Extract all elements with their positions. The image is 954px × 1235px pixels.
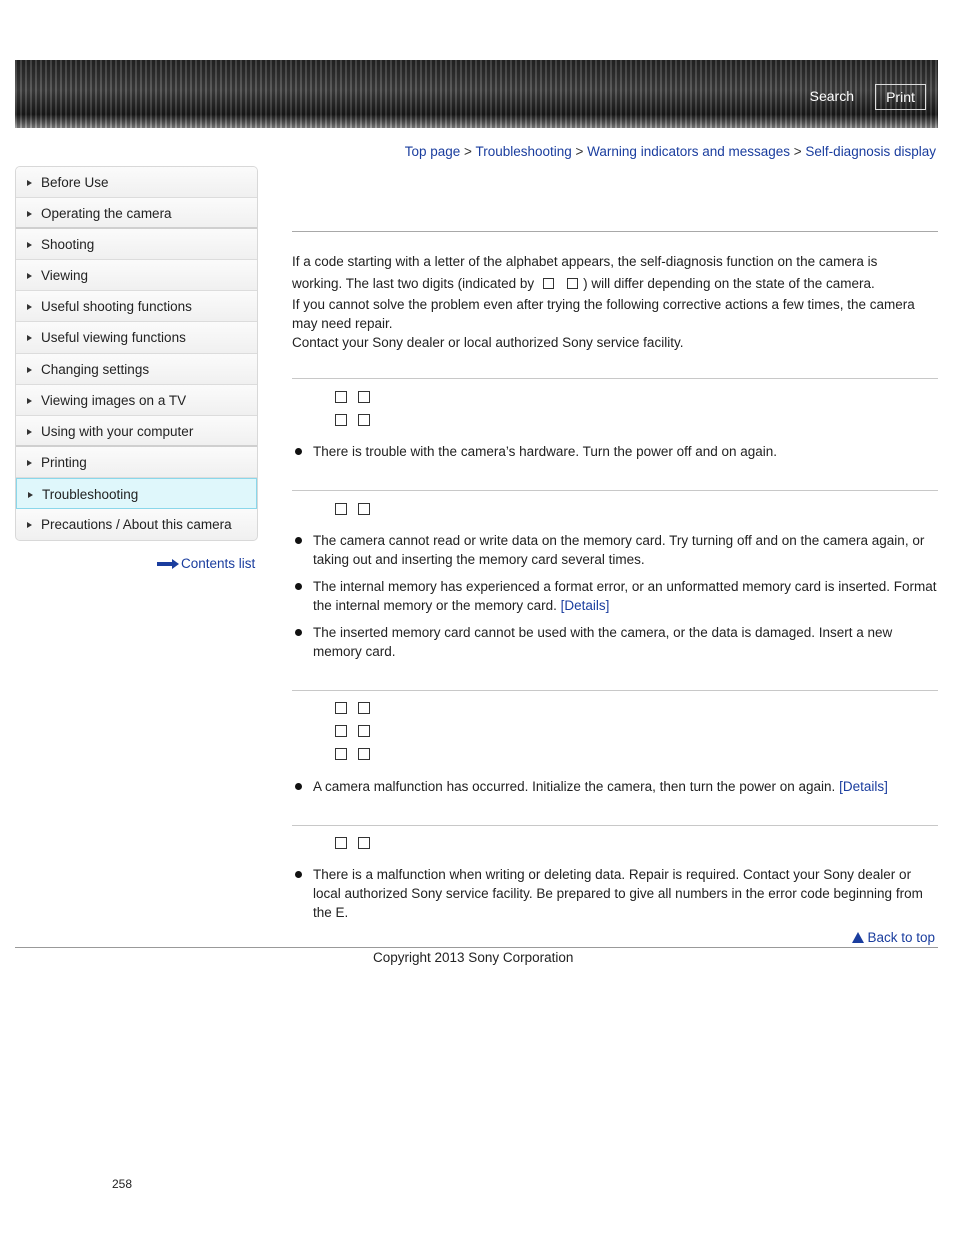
intro-line-1: If a code starting with a letter of the alphabet appears, the self-diagnosis function on the camera is	[292, 254, 878, 269]
sidebar-item-using-computer[interactable]	[16, 416, 257, 447]
triangle-right-icon	[27, 242, 32, 248]
list-item: The camera cannot read or write data on the memory card. Try turning off and on the camera again, or taking out and inserting the memory card several times.	[292, 531, 938, 569]
sidebar-item-useful-shooting[interactable]	[16, 291, 257, 322]
contents-list-link[interactable]	[157, 556, 255, 571]
intro-line-4: Contact your Sony dealer or local authorized Sony service facility.	[292, 335, 684, 350]
sidebar-item-viewing[interactable]	[16, 260, 257, 291]
intro-line-2-pre: working. The last two digits (indicated by	[292, 276, 535, 291]
sidebar-item-label: Using with your computer	[41, 423, 194, 439]
intro-line-3: If you cannot solve the problem even after trying the following corrective actions a few times, the camera may need repair.	[292, 297, 915, 331]
back-to-top-link[interactable]	[852, 930, 935, 945]
error-code-row	[335, 385, 370, 408]
title-divider	[292, 231, 938, 232]
search-link[interactable]: Search	[809, 88, 854, 104]
placeholder-square-icon	[335, 702, 347, 714]
section-4-bullets	[292, 865, 938, 930]
sidebar-item-label: Changing settings	[41, 361, 150, 377]
placeholder-square-icon	[543, 278, 554, 289]
section-3-bullets	[292, 777, 938, 804]
sidebar-item-shooting[interactable]	[16, 229, 257, 260]
intro-line-2-post: ) will differ depending on the state of the camera.	[583, 276, 875, 291]
error-code-row	[335, 742, 370, 765]
triangle-right-icon	[27, 398, 32, 404]
copyright-text: Copyright 2013 Sony Corporation	[373, 950, 574, 965]
sidebar-item-precautions[interactable]	[16, 509, 257, 540]
section-divider	[292, 690, 938, 691]
section-2-bullets	[292, 531, 938, 669]
sidebar-item-label: Before Use	[41, 175, 109, 190]
triangle-right-icon	[27, 367, 32, 373]
footer-divider	[15, 947, 938, 948]
placeholder-square-icon	[358, 748, 370, 760]
back-to-top-label: Back to top	[867, 930, 935, 945]
details-link[interactable]: [Details]	[560, 598, 610, 613]
placeholder-square-icon	[335, 414, 347, 426]
breadcrumb-troubleshooting[interactable]: Troubleshooting	[475, 144, 572, 159]
error-code-row	[335, 719, 370, 742]
header-bar	[15, 60, 938, 128]
breadcrumb-separator: >	[571, 144, 588, 159]
sidebar-item-label: Viewing images on a TV	[41, 392, 187, 408]
placeholder-square-icon	[335, 503, 347, 515]
placeholder-square-icon	[358, 702, 370, 714]
placeholder-square-icon	[358, 503, 370, 515]
placeholder-square-icon	[358, 725, 370, 737]
arrow-right-icon	[157, 559, 179, 569]
placeholder-square-icon	[335, 391, 347, 403]
list-item: The internal memory has experienced a format error, or an unformatted memory card is inserted. Format the internal memory or the memory card. [Details]	[292, 577, 938, 615]
triangle-right-icon	[28, 492, 33, 498]
sidebar-item-label: Useful viewing functions	[41, 330, 186, 346]
placeholder-square-icon	[335, 837, 347, 849]
sidebar-item-printing[interactable]	[16, 447, 257, 478]
error-code-block	[335, 497, 370, 520]
breadcrumb-top-page[interactable]: Top page	[404, 144, 461, 159]
section-divider	[292, 825, 938, 826]
sidebar-item-operating-camera[interactable]	[16, 198, 257, 229]
breadcrumb-self-diagnosis[interactable]: Self-diagnosis display	[805, 144, 936, 159]
triangle-right-icon	[27, 273, 32, 279]
error-code-block	[335, 696, 370, 765]
print-button[interactable]: Print	[875, 84, 926, 110]
list-item: There is a malfunction when writing or deleting data. Repair is required. Contact your Sony dealer or local authorized Sony service facility. Be prepared to give all numbers in the error code beginning from the E.	[292, 865, 938, 922]
placeholder-square-icon	[358, 414, 370, 426]
breadcrumb-separator: >	[790, 144, 806, 159]
list-item: There is trouble with the camera’s hardware. Turn the power off and on again.	[292, 442, 938, 461]
sidebar-item-label: Operating the camera	[41, 206, 172, 222]
error-code-row	[335, 696, 370, 719]
triangle-right-icon	[27, 522, 32, 528]
intro-text	[292, 252, 938, 352]
triangle-right-icon	[27, 460, 32, 466]
sidebar-item-viewing-tv[interactable]	[16, 385, 257, 416]
sidebar-item-label: Viewing	[41, 268, 89, 284]
breadcrumb-separator: >	[460, 144, 476, 159]
error-code-row	[335, 497, 370, 520]
list-item: A camera malfunction has occurred. Initialize the camera, then turn the power on again. [Details]	[292, 777, 938, 796]
error-code-row	[335, 831, 370, 854]
triangle-right-icon	[27, 429, 32, 435]
breadcrumb	[405, 144, 936, 159]
sidebar-item-label: Precautions / About this camera	[41, 517, 232, 533]
triangle-up-icon	[852, 932, 864, 943]
sidebar-nav	[15, 166, 258, 541]
sidebar-item-label: Useful shooting functions	[41, 299, 192, 315]
breadcrumb-warning-indicators[interactable]: Warning indicators and messages	[587, 144, 791, 159]
section-divider	[292, 490, 938, 491]
placeholder-square-icon	[567, 278, 578, 289]
placeholder-square-icon	[335, 748, 347, 760]
triangle-right-icon	[27, 211, 32, 217]
sidebar-item-label: Shooting	[41, 237, 95, 253]
triangle-right-icon	[27, 304, 32, 310]
sidebar-item-label: Printing	[41, 454, 87, 470]
placeholder-square-icon	[335, 725, 347, 737]
placeholder-square-icon	[358, 391, 370, 403]
details-link[interactable]: [Details]	[839, 779, 888, 794]
sidebar-item-changing-settings[interactable]	[16, 354, 257, 385]
placeholder-square-icon	[358, 837, 370, 849]
section-1-bullets	[292, 442, 938, 469]
sidebar-item-before-use[interactable]	[16, 167, 257, 198]
section-divider	[292, 378, 938, 379]
list-item: The inserted memory card cannot be used with the camera, or the data is damaged. Insert a new memory card.	[292, 623, 938, 661]
sidebar-item-label: Troubleshooting	[42, 486, 139, 502]
error-code-row	[335, 408, 370, 431]
triangle-right-icon	[27, 335, 32, 341]
triangle-right-icon	[27, 180, 32, 186]
error-code-block	[335, 831, 370, 854]
contents-list-label: Contents list	[181, 556, 256, 571]
page-number: 258	[112, 1177, 133, 1191]
error-code-block	[335, 385, 370, 431]
sidebar-item-troubleshooting[interactable]	[16, 478, 257, 509]
sidebar-item-useful-viewing[interactable]	[16, 322, 257, 353]
